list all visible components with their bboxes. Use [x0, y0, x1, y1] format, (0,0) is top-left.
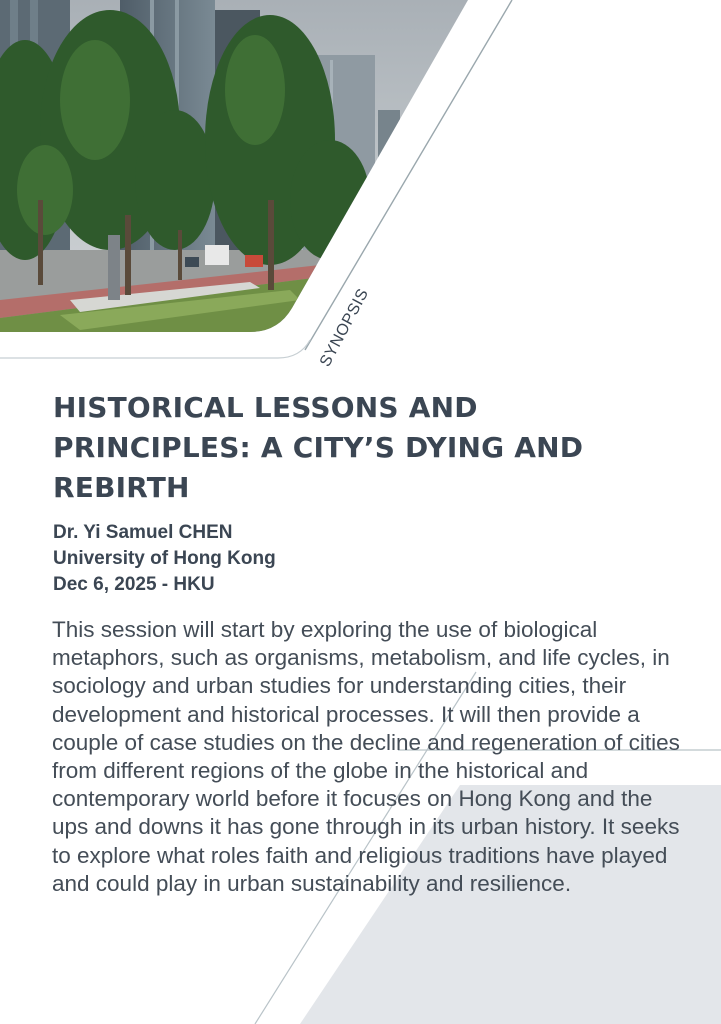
session-title: HISTORICAL LESSONS AND PRINCIPLES: A CITY’S DYING AND REBIRTH: [53, 391, 584, 504]
speaker-affiliation: University of Hong Kong: [53, 548, 276, 569]
synopsis-paragraph: This session will start by exploring the use of biological metaphors, such as organisms, metabolism, and life cycles, in sociology and urban studies for understanding cities, their development and historical processes. It will then provide a couple of case studies on the decline and regeneration of cities from different regions of the globe in the historical and contemporary world before it focuses on Hong Kong and the ups and downs it has gone through in its urban history. It seeks to explore what roles faith and religious traditions have played and could play in urban sustainability and resilience.: [52, 617, 680, 896]
section-label-synopsis: SYNOPSIS: [316, 285, 373, 370]
photo-border-line: [0, 340, 310, 358]
session-date-venue: Dec 6, 2025 - HKU: [53, 574, 215, 595]
speaker-info: [53, 520, 653, 598]
speaker-name: Dr. Yi Samuel CHEN: [53, 522, 233, 543]
